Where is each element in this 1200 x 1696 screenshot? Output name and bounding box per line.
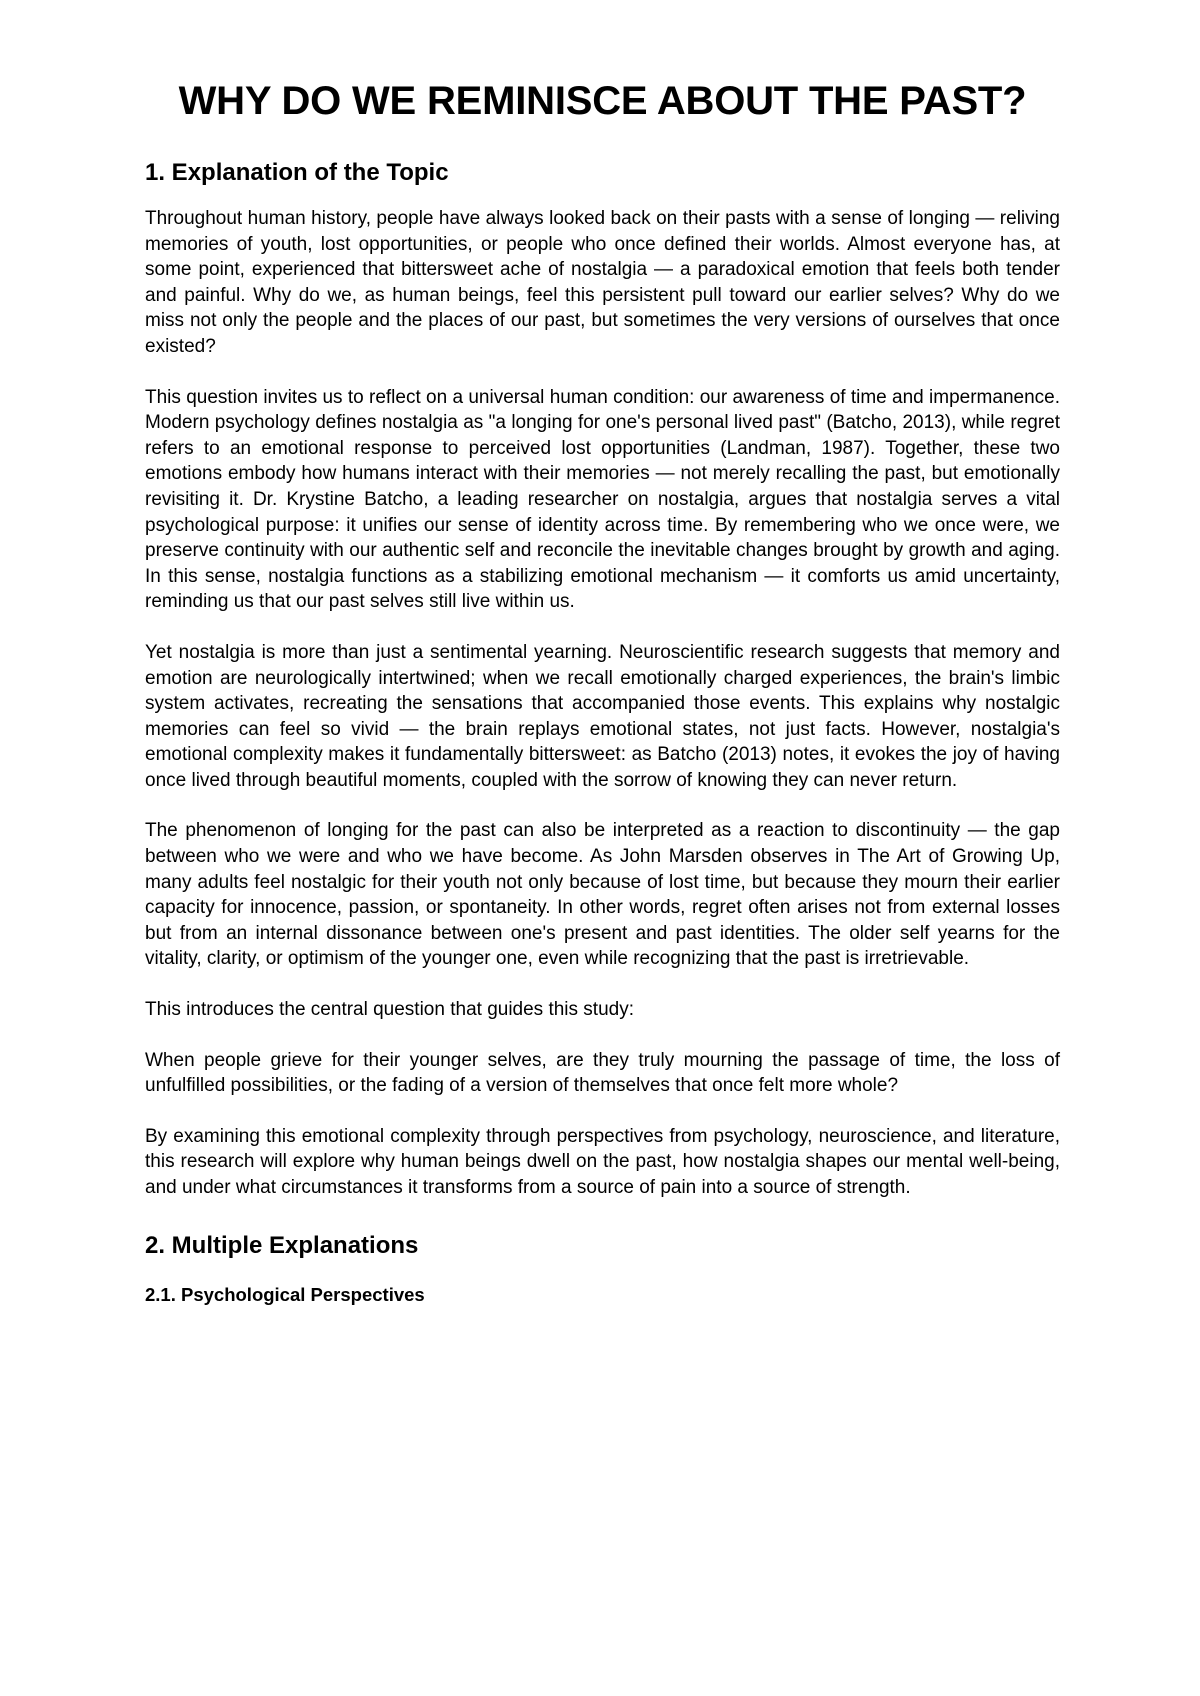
paragraph: This question invites us to reflect on a universal human condition: our awareness of time and impermanence. Modern psychology defines nostalgia as "a longing for one's personal lived past" (Batcho, 2013), while regret refers to an emotional response to perceived lost opportunities (Landman, 1987). Together, these two emotions embody how humans interact with their memories — not merely recalling the past, but emotionally revisiting it. Dr. Krystine Batcho, a leading researcher on nostalgia, argues that nostalgia serves a vital psychological purpose: it unifies our sense of identity across time. By remembering who we once were, we preserve continuity with our authentic self and reconcile the inevitable changes brought by growth and aging. In this sense, nostalgia functions as a stabilizing emotional mechanism — it comforts us amid uncertainty, reminding us that our past selves still live within us. — [145, 386, 1060, 613]
paragraph: This introduces the central question that guides this study: — [145, 999, 634, 1021]
central-question-paragraph: When people grieve for their younger selves, are they truly mourning the passage of time, the loss of unfulfilled possibilities, or the fading of a version of themselves that once felt more whole? — [145, 1049, 1060, 1097]
paragraph: Throughout human history, people have always looked back on their pasts with a sense of longing — reliving memories of youth, lost opportunities, or people who once defined their worlds. Almost everyone has, at some point, experienced that bittersweet ache of nostalgia — a paradoxical emotion that feels both tender and painful. Why do we, as human beings, feel this persistent pull toward our earlier selves? Why do we miss not only the people and the places of our past, but sometimes the very versions of ourselves that once existed? — [145, 208, 1060, 357]
subsection-heading-psychological: 2.1. Psychological Perspectives — [145, 1283, 425, 1305]
paragraph: By examining this emotional complexity through perspectives from psychology, neuroscience, and literature, this research will explore why human beings dwell on the past, how nostalgia shapes our mental well-being, and under what circumstances it transforms from a source of pain into a source of strength. — [145, 1125, 1060, 1198]
paragraph: Yet nostalgia is more than just a sentimental yearning. Neuroscientific research suggests that memory and emotion are neurologically intertwined; when we recall emotionally charged experiences, the brain's limbic system activates, recreating the sensations that accompanied those events. This explains why nostalgic memories can feel so vivid — the brain replays emotional states, not just facts. However, nostalgia's emotional complexity makes it fundamentally bittersweet: as Batcho (2013) notes, it evokes the joy of having once lived through beautiful moments, coupled with the sorrow of knowing they can never return. — [145, 641, 1060, 791]
document-title: WHY DO WE REMINISCE ABOUT THE PAST? — [178, 79, 1027, 123]
paragraph: The phenomenon of longing for the past can also be interpreted as a reaction to discontinuity — the gap between who we were and who we have become. As John Marsden observes in The Art of Growing Up, many adults feel nostalgic for their youth not only because of lost time, but because they mourn their earlier capacity for innocence, passion, or spontaneity. In other words, regret often arises not from external losses but from an internal dissonance between one's present and past identities. The older self yearns for the vitality, clarity, or optimism of the younger one, even while recognizing that the past is irretrievable. — [145, 820, 1060, 970]
section-heading-multiple-explanations: 2. Multiple Explanations — [145, 1231, 419, 1259]
section-heading-explanation: 1. Explanation of the Topic — [145, 159, 449, 186]
